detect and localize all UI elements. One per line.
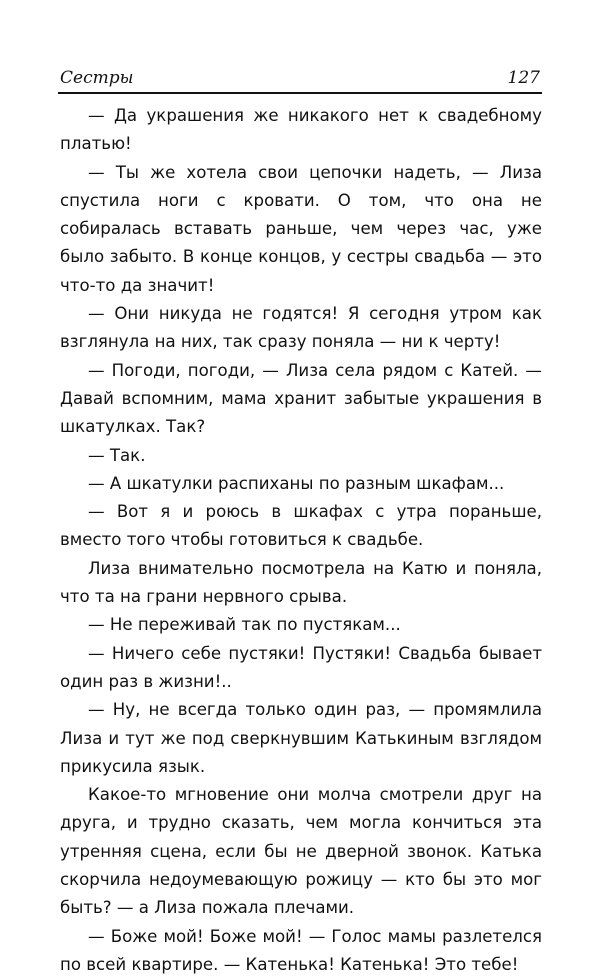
paragraph: — Ты же хотела свои цепочки надеть, — Лиза спустила ноги с кровати. О том, что она не собиралась вставать раньше, чем через час, уже было забыто. В конце концов, у сестры свадьба — это что-то да значит! (60, 162, 542, 295)
paragraph: — Да украшения же никакого нет к свадебному платью! (60, 106, 542, 154)
running-title: Сестры (60, 68, 134, 88)
paragraph: — Не переживай так по пустякам... (88, 615, 401, 635)
body-text (60, 102, 542, 979)
paragraph: — Вот я и роюсь в шкафах с утра пораньше, вместо того чтобы готовиться к свадьбе. (60, 502, 542, 550)
running-header (58, 66, 542, 94)
paragraph: — Так. (88, 445, 146, 465)
paragraph: — Ничего себе пустяки! Пустяки! Свадьба бывает один раз в жизни!.. (60, 643, 542, 691)
paragraph: — Боже мой! Боже мой! — Голос мамы разлетелся по всей квартире. — Катенька! Катенька! Это тебе! (60, 926, 542, 974)
page-number: 127 (507, 68, 540, 88)
paragraph: Какое-то мгновение они молча смотрели друг на друга, и трудно сказать, чем могла кончиться эта утренняя сцена, если бы не дверной звонок. Катька скорчила недоумевающую рожицу — кто бы это мог быть? — а Лиза пожала плечами. (60, 785, 542, 918)
paragraph: — А шкатулки распиханы по разным шкафам... (88, 473, 505, 493)
paragraph: — Погоди, погоди, — Лиза села рядом с Катей. — Давай вспомним, мама хранит забытые украшения в шкатулках. Так? (60, 360, 542, 437)
paragraph: — Они никуда не годятся! Я сегодня утром как взглянула на них, так сразу поняла — ни к черту! (60, 304, 542, 352)
paragraph: — Ну, не всегда только один раз, — промямлила Лиза и тут же под сверкнувшим Катькиным взглядом прикусила язык. (60, 700, 542, 776)
paragraph: Лиза внимательно посмотрела на Катю и поняла, что та на грани нервного срыва. (60, 558, 542, 607)
